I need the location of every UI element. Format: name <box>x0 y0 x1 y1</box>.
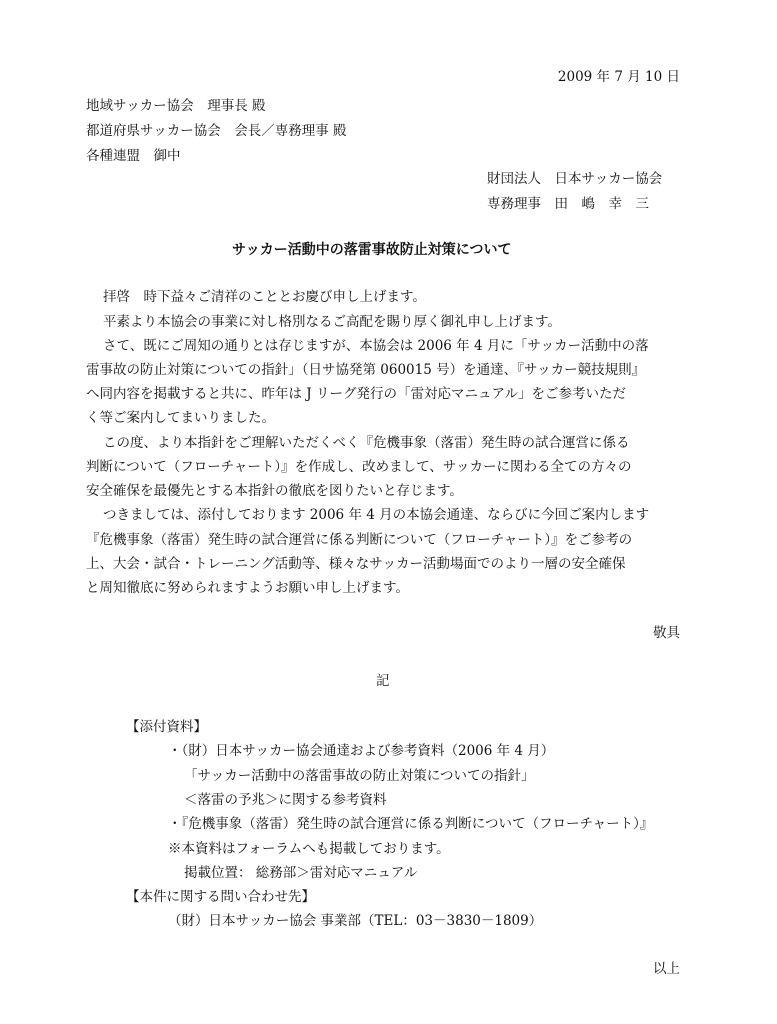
attachment-location: 掲載位置： 総務部＞雷対応マニュアル <box>184 865 418 881</box>
contact-line: （財）日本サッカー協会 事業部（TEL：03－3830－1809） <box>168 913 543 929</box>
letter-date: 2009 年 7 月 10 日 <box>557 69 680 85</box>
attachment-item: ＜落雷の予兆＞に関する参考資料 <box>184 792 387 808</box>
attachments-header: 【添付資料】 <box>126 719 207 735</box>
body-line: さて、既にご周知の通りとは存じますが、本協会は 2006 年 4 月に「サッカー活動中の落 <box>103 338 649 354</box>
body-line: と周知徹底に努められますようお願い申し上げます。 <box>86 580 409 596</box>
body-line: く等ご案内してまいりました。 <box>86 410 275 426</box>
end-ijou: 以上 <box>653 961 680 977</box>
body-line: 上、大会・試合・トレーニング活動等、様々なサッカー活動場面でのより一層の安全確保 <box>86 556 626 572</box>
attachment-item: ・『危機事象（落雷）発生時の試合運営に係る判断について（フローチャート）』 <box>168 816 654 832</box>
closing-keigu: 敬具 <box>653 625 680 641</box>
body-line: 平素より本協会の事業に対し格別なるご高配を賜り厚く御礼申し上げます。 <box>103 314 561 330</box>
body-line: つきましては、添付しております 2006 年 4 月の本協会通達、ならびに今回ご案内します <box>103 507 650 523</box>
recipient-line: 都道府県サッカー協会 会長／専務理事 殿 <box>86 123 347 139</box>
recipient-line: 地域サッカー協会 理事長 殿 <box>86 98 266 114</box>
attachment-item: ・（財）日本サッカー協会通達および参考資料（2006 年 4 月） <box>168 743 555 759</box>
letter-title: サッカー活動中の落雷事故防止対策について <box>232 242 512 258</box>
body-line: 拝啓 時下益々ご清祥のこととお慶び申し上げます。 <box>103 289 426 305</box>
recipient-line: 各種連盟 御中 <box>86 148 181 164</box>
contact-header: 【本件に関する問い合わせ先】 <box>126 889 315 905</box>
body-line: 『危機事象（落雷）発生時の試合運営に係る判断について（フローチャート）』をご参考の <box>86 532 633 548</box>
sender-person: 専務理事 田 嶋 幸 三 <box>487 196 649 212</box>
body-line: 判断について（フローチャート）』を作成し、改めまして、サッカーに関わる全ての方々の <box>86 459 632 475</box>
body-line: 雷事故の防止対策についての指針」（日サ協発第 060015 号）を通達、『サッカー競技規則』 <box>86 362 646 378</box>
sender-org: 財団法人 日本サッカー協会 <box>487 171 663 187</box>
body-line: この度、より本指針をご理解いただくべく『危機事象（落雷）発生時の試合運営に係る <box>103 435 630 451</box>
attachment-item: 「サッカー活動中の落雷事故の防止対策についての指針」 <box>184 768 535 784</box>
body-line: へ同内容を掲載すると共に、昨年は J リーグ発行の「雷対応マニュアル」をご参考いただ <box>86 386 626 402</box>
body-line: 安全確保を最優先とする本指針の徹底を図りたいと存じます。 <box>86 483 463 499</box>
attachment-note: ※本資料はフォーラムへも掲載しております。 <box>168 841 450 857</box>
ki-heading: 記 <box>376 673 390 689</box>
